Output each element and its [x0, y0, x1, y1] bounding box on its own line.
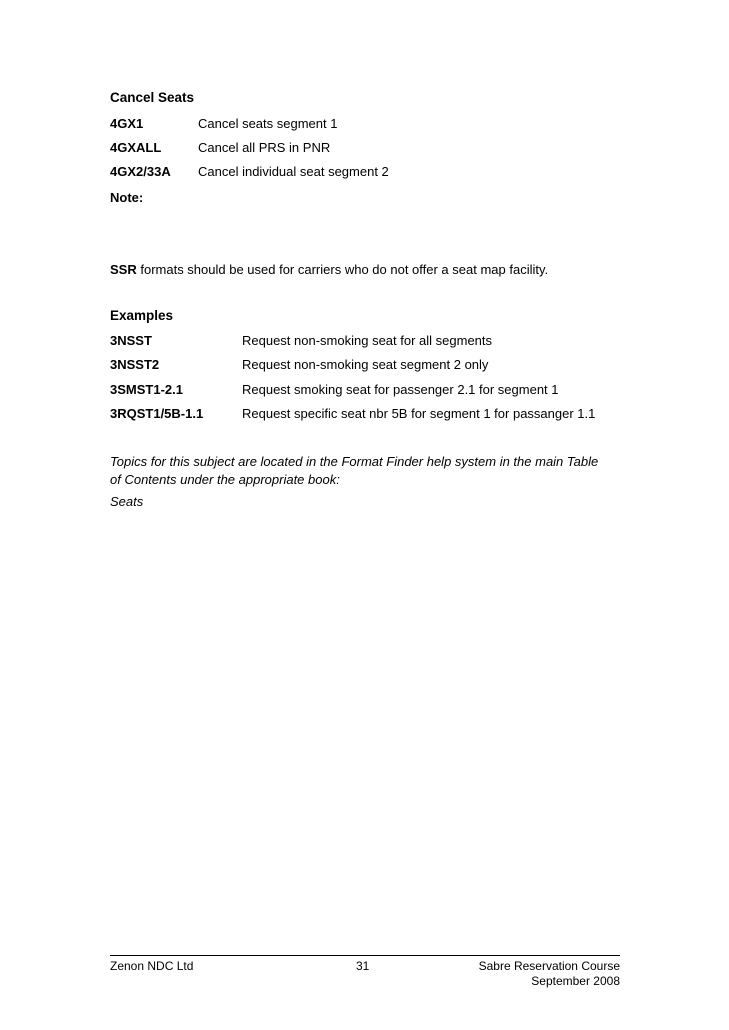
- cancel-seats-heading: Cancel Seats: [110, 90, 195, 105]
- command-description: Cancel individual seat segment 2: [198, 164, 389, 179]
- examples-heading: Examples: [110, 308, 174, 323]
- topics-line: of Contents under the appropriate book:: [110, 472, 340, 487]
- command-description: Request non-smoking seat for all segments: [242, 333, 493, 348]
- command-code: 3NSST: [110, 333, 152, 348]
- command-description: Request specific seat nbr 5B for segment 1 for passanger 1.1: [242, 406, 596, 421]
- command-code: 3NSST2: [110, 357, 160, 372]
- footer-date: September 2008: [531, 974, 620, 988]
- ssr-bold-term: SSR: [110, 262, 137, 277]
- footer-company: Zenon NDC Ltd: [110, 959, 194, 973]
- footer-divider: [110, 955, 620, 956]
- ssr-paragraph: [110, 262, 548, 277]
- command-code: 4GX2/33A: [110, 164, 171, 179]
- command-description: Cancel seats segment 1: [198, 116, 338, 131]
- ssr-text: formats should be used for carriers who do not offer a seat map facility.: [136, 262, 549, 277]
- footer-page-number: 31: [356, 959, 370, 973]
- topics-line: Topics for this subject are located in the Format Finder help system in the main Table: [110, 454, 599, 469]
- command-code: 3RQST1/5B-1.1: [110, 406, 204, 421]
- command-description: Request non-smoking seat segment 2 only: [242, 357, 489, 372]
- topics-paragraph: [110, 453, 630, 511]
- footer-course-info: [420, 959, 620, 989]
- command-description: Cancel all PRS in PNR: [198, 140, 331, 155]
- command-description: Request smoking seat for passenger 2.1 for segment 1: [242, 382, 559, 397]
- topics-link-seats: Seats: [110, 494, 144, 509]
- command-code: 4GX1: [110, 116, 144, 131]
- command-code: 3SMST1-2.1: [110, 382, 183, 397]
- command-code: 4GXALL: [110, 140, 162, 155]
- note-label: Note:: [110, 190, 144, 205]
- footer-course: Sabre Reservation Course: [478, 959, 620, 973]
